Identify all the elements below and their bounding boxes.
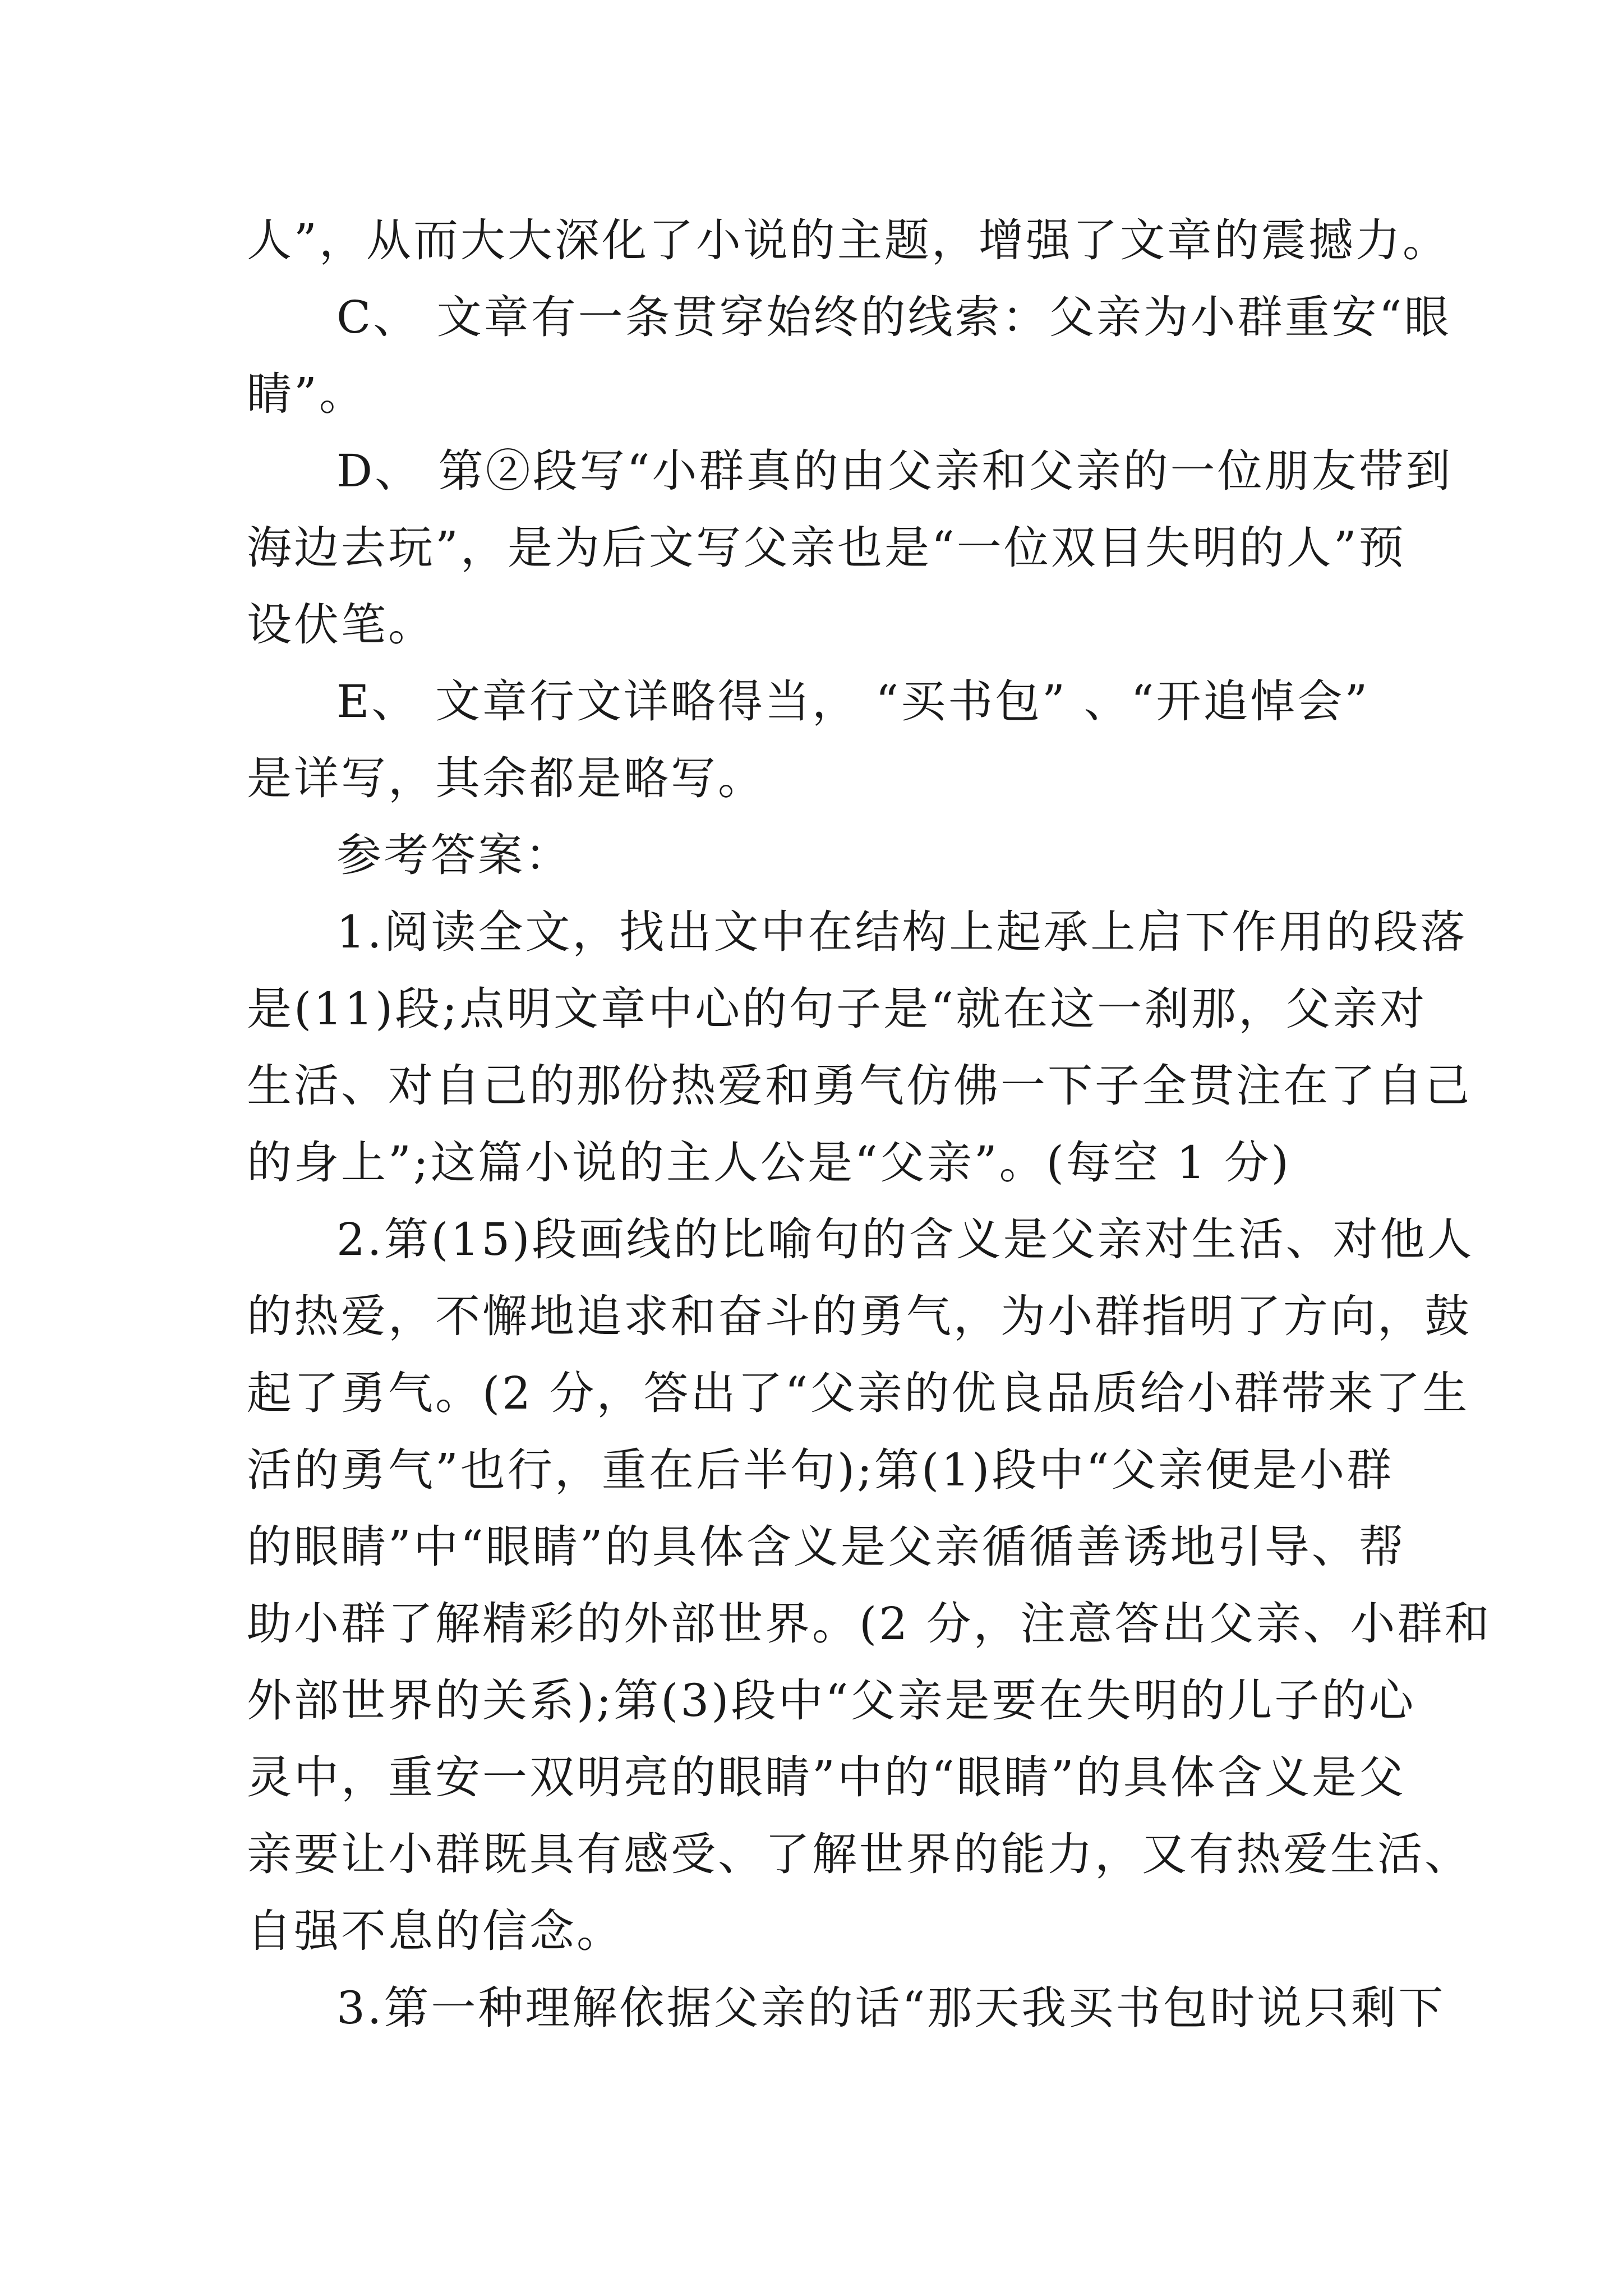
text-line: 外部世界的关系);第(3)段中“父亲是要在失明的儿子的心 xyxy=(247,1674,1416,1727)
text-line: 睛”。 xyxy=(247,368,366,420)
answer-heading: 参考答案： xyxy=(336,829,572,881)
document-body xyxy=(247,202,1492,2046)
text-line: 起了勇气。(2 分，答出了“父亲的优良品质给小群带来了生 xyxy=(247,1367,1470,1419)
text-line: 活的勇气”也行，重在后半句);第(1)段中“父亲便是小群 xyxy=(247,1444,1394,1496)
text-line: 灵中，重安一双明亮的眼睛”中的“眼睛”的具体含义是父 xyxy=(247,1751,1406,1803)
text-line-option-c: C、 文章有一条贯穿始终的线索：父亲为小群重安“眼 xyxy=(336,291,1451,343)
text-line: 助小群了解精彩的外部世界。(2 分，注意答出父亲、小群和 xyxy=(247,1598,1492,1650)
text-line-option-e: E、 文章行文详略得当， “买书包” 、“开追悼会” xyxy=(336,675,1370,728)
answer-3-line: 3.第一种理解依据父亲的话“那天我买书包时说只剩下 xyxy=(336,1982,1446,2034)
text-line: 设伏笔。 xyxy=(247,599,435,651)
text-line: 是(11)段;点明文章中心的句子是“就在这一刹那，父亲对 xyxy=(247,983,1427,1035)
text-line: 生活、对自己的那份热爱和勇气仿佛一下子全贯注在了自己 xyxy=(247,1060,1472,1112)
answer-2-line: 2.第(15)段画线的比喻句的含义是父亲对生活、对他人 xyxy=(336,1213,1474,1266)
text-line: 亲要让小群既具有感受、了解世界的能力，又有热爱生活、 xyxy=(247,1828,1472,1880)
text-line: 的身上”;这篇小说的主人公是“父亲”。(每空 1 分) xyxy=(247,1137,1291,1189)
text-line: 的热爱，不懈地追求和奋斗的勇气，为小群指明了方向，鼓 xyxy=(247,1290,1472,1342)
text-line: 的眼睛”中“眼睛”的具体含义是父亲循循善诱地引导、帮 xyxy=(247,1521,1406,1573)
text-line: 人”，从而大大深化了小说的主题，增强了文章的震撼力。 xyxy=(247,214,1450,266)
answer-1-line: 1.阅读全文，找出文中在结构上起承上启下作用的段落 xyxy=(336,906,1468,958)
text-line: 是详写，其余都是略写。 xyxy=(247,752,765,804)
text-line: 自强不息的信念。 xyxy=(247,1905,624,1957)
text-line: 海边去玩”，是为后文写父亲也是“一位双目失明的人”预 xyxy=(247,522,1406,574)
text-line-option-d: D、 第②段写“小群真的由父亲和父亲的一位朋友带到 xyxy=(336,445,1453,497)
